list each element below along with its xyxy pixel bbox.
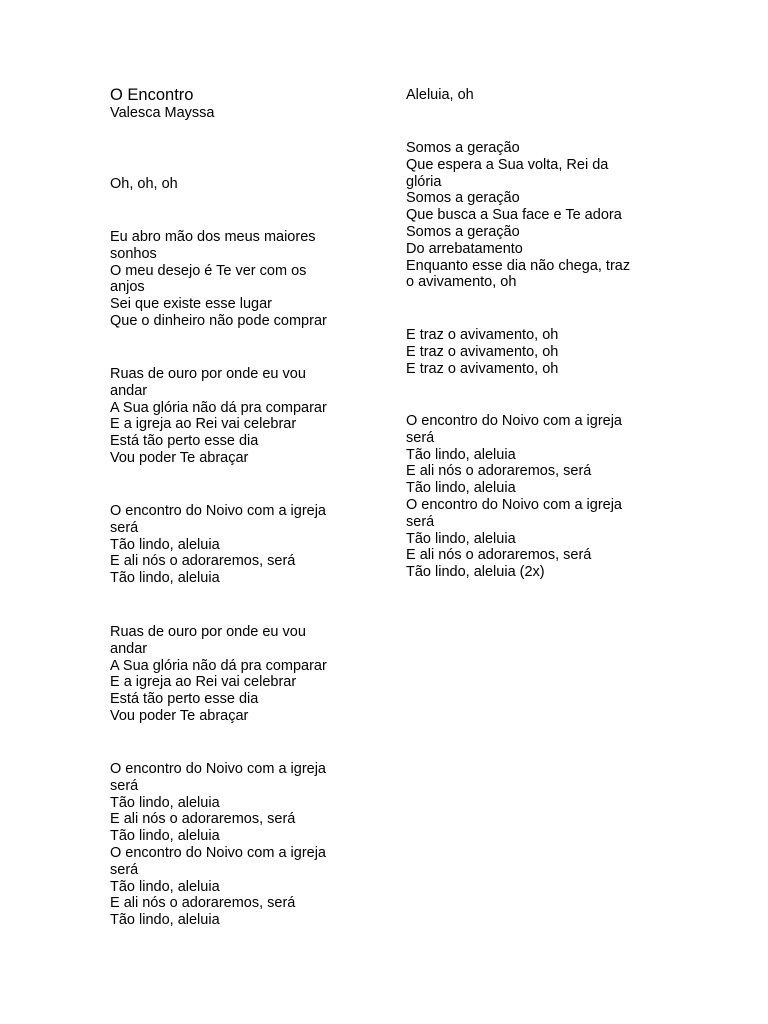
lyric-line: E traz o avivamento, oh xyxy=(406,327,559,343)
lyric-line: Que o dinheiro não pode comprar xyxy=(110,312,327,329)
lyric-line: Tão lindo, aleluia xyxy=(110,794,220,811)
right-stanza xyxy=(406,140,630,291)
lyric-line: sonhos xyxy=(110,245,157,262)
lyric-line: Que busca a Sua face e Te adora xyxy=(406,207,622,224)
lyric-line: E ali nós o adoraremos, será xyxy=(110,895,296,912)
lyric-line: O encontro do Noivo com a igreja xyxy=(406,496,622,513)
lyric-line: Tão lindo, aleluia xyxy=(110,878,220,895)
lyric-line: Somos a geração xyxy=(406,140,520,156)
lyric-line: A Sua glória não dá pra comparar xyxy=(110,399,327,416)
lyric-line: será xyxy=(406,513,435,530)
lyric-line: Tão lindo, aleluia xyxy=(110,912,220,929)
lyric-line: será xyxy=(110,519,139,536)
lyric-line: Está tão perto esse dia xyxy=(110,691,259,708)
lyric-line: O meu desejo é Te ver com os xyxy=(110,262,307,279)
lyric-line: será xyxy=(406,429,435,446)
lyric-line: Que espera a Sua volta, Rei da xyxy=(406,156,609,173)
lyric-line: Está tão perto esse dia xyxy=(110,433,259,450)
lyric-line: Do arrebatamento xyxy=(406,240,523,257)
lyric-line: E ali nós o adoraremos, será xyxy=(406,463,592,480)
lyric-line: Tão lindo, aleluia xyxy=(406,480,516,497)
lyric-line: andar xyxy=(110,640,148,657)
lyric-line: Tão lindo, aleluia (2x) xyxy=(406,564,545,581)
lyric-line: será xyxy=(110,777,139,794)
lyric-line: anjos xyxy=(110,279,145,296)
lyric-line: será xyxy=(110,861,139,878)
lyric-line: E a igreja ao Rei vai celebrar xyxy=(110,674,297,691)
lyric-line: Vou poder Te abraçar xyxy=(110,707,249,724)
lyric-line: Tão lindo, aleluia xyxy=(406,446,516,463)
right-stanza xyxy=(406,87,474,104)
lyric-line: Sei que existe esse lugar xyxy=(110,296,273,313)
left-stanza xyxy=(110,229,327,330)
song-artist: Valesca Mayssa xyxy=(110,105,215,121)
lyric-line: E traz o avivamento, oh xyxy=(406,343,559,360)
lyric-line: Eu abro mão dos meus maiores xyxy=(110,229,316,245)
left-stanza xyxy=(110,503,326,587)
lyric-line: Tão lindo, aleluia xyxy=(110,570,220,587)
lyric-line: O encontro do Noivo com a igreja xyxy=(406,413,622,429)
lyric-line: Vou poder Te abraçar xyxy=(110,449,249,466)
lyric-line: Ruas de ouro por onde eu vou xyxy=(110,366,306,382)
song-title: O Encontro xyxy=(110,86,194,104)
lyric-line: Oh, oh, oh xyxy=(110,176,178,192)
lyric-line: E ali nós o adoraremos, será xyxy=(110,553,296,570)
lyric-line: Somos a geração xyxy=(406,190,520,207)
lyric-line: Enquanto esse dia não chega, traz xyxy=(406,257,631,274)
lyric-line: Ruas de ouro por onde eu vou xyxy=(110,624,306,640)
lyric-line: O encontro do Noivo com a igreja xyxy=(110,761,326,777)
lyric-line: E a igreja ao Rei vai celebrar xyxy=(110,416,297,433)
left-stanza xyxy=(110,366,327,467)
lyric-line: glória xyxy=(406,173,442,190)
lyric-line: E ali nós o adoraremos, será xyxy=(406,547,592,564)
left-stanza xyxy=(110,176,178,193)
left-stanza xyxy=(110,624,327,725)
right-stanza xyxy=(406,327,558,377)
lyric-line: o avivamento, oh xyxy=(406,274,517,291)
lyric-line: andar xyxy=(110,382,148,399)
lyric-line: E ali nós o adoraremos, será xyxy=(110,811,296,828)
lyric-line: Aleluia, oh xyxy=(406,87,474,103)
right-stanza xyxy=(406,413,622,581)
lyric-line: O encontro do Noivo com a igreja xyxy=(110,844,326,861)
lyric-line: A Sua glória não dá pra comparar xyxy=(110,657,327,674)
lyric-line: Tão lindo, aleluia xyxy=(110,536,220,553)
lyric-line: Somos a geração xyxy=(406,223,520,240)
left-stanza xyxy=(110,761,326,929)
lyric-line: Tão lindo, aleluia xyxy=(406,530,516,547)
lyric-line: O encontro do Noivo com a igreja xyxy=(110,503,326,519)
lyric-line: E traz o avivamento, oh xyxy=(406,360,559,377)
lyric-line: Tão lindo, aleluia xyxy=(110,828,220,845)
